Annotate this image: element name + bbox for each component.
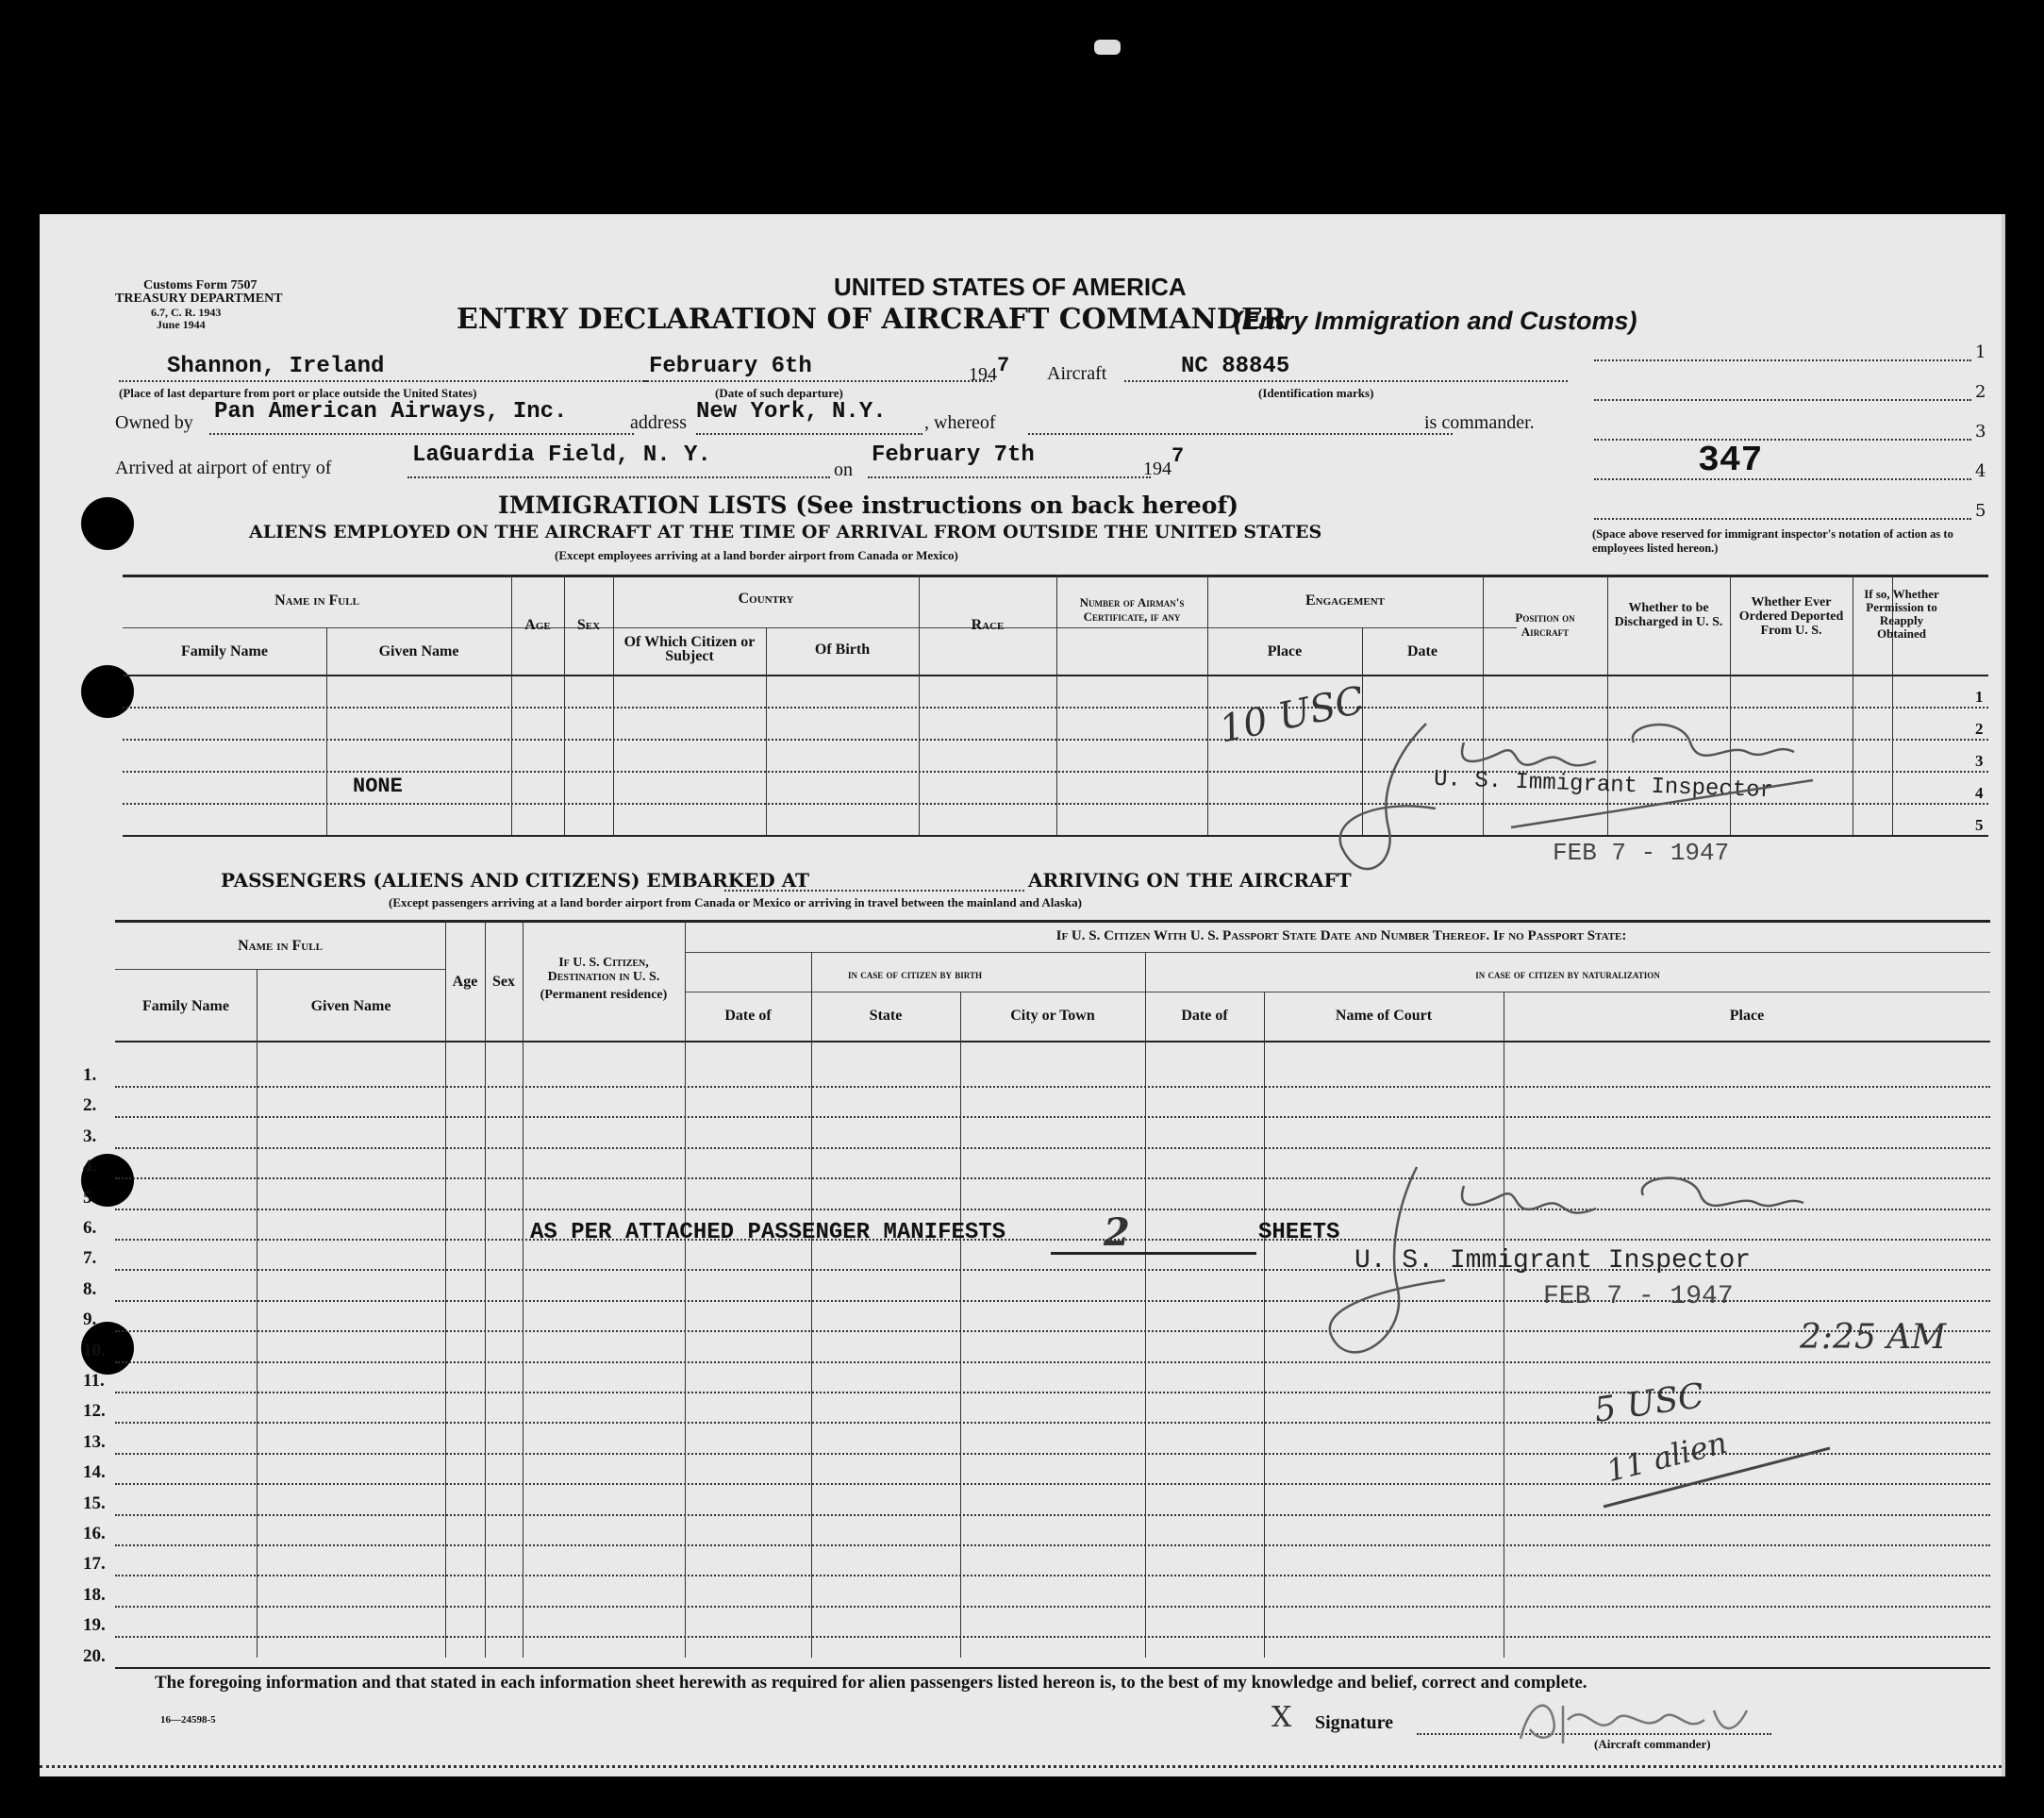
passenger-row-number: 16. bbox=[83, 1524, 106, 1543]
aircraft-caption: (Identification marks) bbox=[1258, 386, 1374, 400]
aliens-header-given: Given Name bbox=[378, 643, 459, 659]
on-label: on bbox=[834, 459, 853, 480]
bottom-perforation bbox=[40, 1765, 2002, 1768]
arrival-year-prefix: 194 bbox=[1143, 459, 1172, 479]
passenger-row-number: 1. bbox=[83, 1065, 97, 1085]
manifest-count-line bbox=[1051, 1252, 1256, 1255]
passengers-header-by-birth: in case of citizen by birth bbox=[848, 967, 982, 981]
departure-place-value: Shannon, Ireland bbox=[167, 354, 385, 379]
count-note-underline bbox=[1594, 1441, 1839, 1516]
passengers-title-right: ARRIVING ON THE AIRCRAFT bbox=[1028, 869, 1352, 892]
aliens-header-name: Name in Full bbox=[274, 592, 359, 609]
manifest-text: AS PER ATTACHED PASSENGER MANIFESTS bbox=[530, 1220, 1006, 1245]
inspector-line-number: 3 bbox=[1975, 422, 1986, 442]
passenger-row bbox=[115, 1422, 1990, 1424]
passengers-header-state: State bbox=[869, 1008, 903, 1024]
departure-date-caption: (Date of such departure) bbox=[715, 386, 843, 400]
declaration-text: The foregoing information and that stated in each information sheet herewith as required for alien passengers listed hereon is, to the best of my knowledge and belief, correct and complete. bbox=[155, 1673, 1587, 1693]
departure-date-value: February 6th bbox=[649, 354, 812, 379]
owned-by-label: Owned by bbox=[115, 412, 193, 433]
passengers-header-by-naturalization: in case of citizen by naturalization bbox=[1475, 967, 1660, 981]
passenger-row bbox=[115, 1636, 1990, 1638]
aliens-header-date: Date bbox=[1407, 643, 1437, 659]
passengers-header-court: Name of Court bbox=[1335, 1008, 1433, 1024]
passenger-row bbox=[115, 1392, 1990, 1393]
passenger-row-number: 5. bbox=[83, 1187, 97, 1208]
address-value: New York, N.Y. bbox=[696, 399, 887, 425]
departure-place-line bbox=[119, 380, 647, 382]
commander-line bbox=[1028, 433, 1453, 435]
scan-mark bbox=[1094, 40, 1121, 55]
aircraft-marks-value: NC 88845 bbox=[1181, 354, 1290, 379]
passengers-header-passport: If U. S. Citizen With U. S. Passport State Date and Number Thereof. If no Passport State: bbox=[1055, 928, 1627, 943]
count-note-2: 11 alien bbox=[1603, 1424, 1731, 1490]
count-note-1: 5 USC bbox=[1591, 1376, 1707, 1430]
signature-mark: X bbox=[1271, 1701, 1292, 1734]
arrival-date-line bbox=[868, 476, 1151, 478]
passengers-header-name: Name in Full bbox=[238, 938, 323, 954]
whereof-label: , whereof bbox=[924, 412, 996, 433]
aliens-row-number: 2 bbox=[1975, 720, 1984, 738]
punch-hole bbox=[81, 665, 134, 718]
aliens-stamp-date: FEB 7 - 1947 bbox=[1553, 839, 1730, 867]
form-date: June 1944 bbox=[157, 318, 206, 331]
signature-caption: (Aircraft commander) bbox=[1594, 1737, 1711, 1751]
punch-hole bbox=[81, 497, 134, 550]
passengers-header-place: Place bbox=[1729, 1008, 1765, 1024]
passenger-row-number: 12. bbox=[83, 1401, 106, 1422]
aliens-hand-note: 10 USC bbox=[1215, 678, 1369, 752]
aliens-header-age: Age bbox=[524, 617, 551, 633]
passenger-row-number: 20. bbox=[83, 1645, 106, 1666]
passengers-header-sex: Sex bbox=[492, 974, 515, 990]
aircraft-label: Aircraft bbox=[1047, 363, 1107, 384]
inspector-line-number: 1 bbox=[1975, 342, 1986, 362]
owner-line bbox=[209, 433, 634, 435]
passengers-stamp-date: FEB 7 - 1947 bbox=[1543, 1282, 1734, 1311]
aliens-header-family: Family Name bbox=[181, 643, 268, 659]
inspector-line-number: 2 bbox=[1975, 382, 1986, 402]
aliens-signature-scribble bbox=[1322, 686, 1851, 893]
departure-year bbox=[969, 354, 1010, 387]
arrival-date-value: February 7th bbox=[872, 442, 1035, 468]
inspector-line-number: 4 bbox=[1975, 461, 1986, 481]
aliens-header-birth: Of Birth bbox=[814, 642, 871, 658]
aircraft-line bbox=[1124, 380, 1568, 382]
passengers-header-given: Given Name bbox=[310, 998, 391, 1014]
address-label: address bbox=[630, 412, 687, 433]
arrival-airport-line bbox=[407, 476, 830, 478]
aliens-header-deported: Whether Ever Ordered Deported From U. S. bbox=[1738, 595, 1844, 638]
aliens-inspector-stamp: U. S. Immigrant Inspector bbox=[1433, 766, 1774, 805]
passengers-header-age: Age bbox=[452, 974, 478, 990]
aliens-header-permission: If so, Whether Permission to Reapply Obtained bbox=[1864, 587, 1939, 641]
form-number: Customs Form 7507 bbox=[143, 278, 258, 292]
passenger-row bbox=[115, 1116, 1990, 1118]
passengers-header-date-of: Date of bbox=[724, 1008, 772, 1024]
passenger-row bbox=[115, 1606, 1990, 1608]
passenger-row-number: 14. bbox=[83, 1462, 106, 1483]
passenger-row-number: 9. bbox=[83, 1309, 97, 1330]
passenger-row-number: 6. bbox=[83, 1218, 97, 1238]
passengers-header-date-of-2: Date of bbox=[1181, 1008, 1228, 1024]
aliens-row-number: 5 bbox=[1975, 816, 1984, 834]
manifest-unit: SHEETS bbox=[1258, 1220, 1340, 1245]
form-title-paren-text: (Entry Immigration and Customs) bbox=[1234, 307, 1637, 335]
passengers-header-destination-note: (Permanent residence) bbox=[540, 988, 668, 1002]
immigration-title: IMMIGRATION LISTS (See instructions on back hereof) bbox=[498, 492, 1239, 519]
passenger-row bbox=[115, 1544, 1990, 1546]
form-regulation: 6.7, C. R. 1943 bbox=[151, 306, 222, 319]
time-note: 2:25 AM bbox=[1800, 1318, 1947, 1357]
commander-signature bbox=[1511, 1692, 1756, 1748]
country-title: UNITED STATES OF AMERICA bbox=[834, 273, 1187, 301]
passenger-row-number: 4. bbox=[83, 1157, 97, 1177]
passenger-row-number: 8. bbox=[83, 1278, 97, 1299]
passenger-row-number: 13. bbox=[83, 1431, 106, 1452]
aliens-header-position: Position on Aircraft bbox=[1515, 610, 1575, 639]
aliens-row-number: 4 bbox=[1975, 784, 1984, 802]
passengers-header-family: Family Name bbox=[142, 998, 229, 1014]
passengers-embarked-line bbox=[724, 890, 1024, 892]
departure-year-digit: 7 bbox=[997, 354, 1010, 377]
departure-date-line bbox=[643, 380, 992, 382]
departure-place-caption: (Place of last departure from port or place outside the United States) bbox=[119, 386, 477, 400]
passengers-header-city: City or Town bbox=[1010, 1008, 1095, 1024]
passengers-title: PASSENGERS (ALIENS AND CITIZENS) EMBARKED AT bbox=[221, 869, 810, 892]
departure-year-prefix: 194 bbox=[969, 364, 997, 385]
passenger-row-number: 2. bbox=[83, 1095, 97, 1116]
passengers-signature-scribble bbox=[1304, 1148, 1832, 1384]
aliens-entry-none: NONE bbox=[353, 775, 403, 798]
immigration-subtitle: ALIENS EMPLOYED ON THE AIRCRAFT AT THE TIME OF ARRIVAL FROM OUTSIDE THE UNITED STATES bbox=[249, 522, 1322, 542]
form-title-main: ENTRY DECLARATION OF AIRCRAFT COMMANDER bbox=[457, 303, 1287, 336]
manifest-count: 2 bbox=[1104, 1210, 1130, 1255]
aliens-header-discharged: Whether to be Discharged in U. S. bbox=[1614, 601, 1723, 629]
passenger-row-number: 3. bbox=[83, 1126, 97, 1146]
aliens-header-country: Country bbox=[738, 591, 794, 607]
passenger-row-number: 10. bbox=[83, 1340, 106, 1360]
aliens-row-number: 1 bbox=[1975, 688, 1984, 706]
aliens-header-citizen: Of Which Citizen or Subject bbox=[623, 634, 756, 664]
form-department: TREASURY DEPARTMENT bbox=[115, 292, 283, 306]
passengers-header-destination: If U. S. Citizen, Destination in U. S. bbox=[547, 956, 660, 984]
passenger-row-number: 11. bbox=[83, 1371, 105, 1391]
arrival-year bbox=[1143, 444, 1185, 481]
signature-label: Signature bbox=[1315, 1712, 1393, 1733]
passengers-note: (Except passengers arriving at a land border airport from Canada or Mexico or arriving in travel between the mainland and Alaska) bbox=[389, 895, 1082, 909]
address-line bbox=[696, 433, 922, 435]
passenger-row-number: 15. bbox=[83, 1493, 106, 1513]
aliens-row-number: 3 bbox=[1975, 752, 1984, 770]
passenger-row-number: 18. bbox=[83, 1584, 106, 1605]
passengers-inspector-stamp: U. S. Immigrant Inspector bbox=[1354, 1246, 1752, 1276]
aliens-header-sex: Sex bbox=[576, 617, 601, 633]
owner-value: Pan American Airways, Inc. bbox=[214, 399, 568, 425]
arrival-airport-value: LaGuardia Field, N. Y. bbox=[412, 442, 711, 468]
commander-label: is commander. bbox=[1424, 412, 1535, 433]
arrived-label: Arrived at airport of entry of bbox=[115, 458, 332, 478]
footer-rule bbox=[115, 1667, 1990, 1669]
passenger-row-number: 7. bbox=[83, 1248, 97, 1269]
form-code: 16—24598-5 bbox=[160, 1714, 216, 1726]
form-title bbox=[457, 303, 1287, 336]
aliens-header-place: Place bbox=[1267, 643, 1303, 659]
arrival-year-digit: 7 bbox=[1172, 444, 1185, 468]
passenger-row-number: 19. bbox=[83, 1615, 106, 1636]
form-sheet bbox=[40, 214, 2005, 1776]
passenger-row-number: 17. bbox=[83, 1554, 106, 1575]
aliens-header-airman: Number of Airman's Certificate, if any bbox=[1079, 595, 1185, 624]
inspector-caption: (Space above reserved for immigrant inspector's notation of action as to employees listed hereon.) bbox=[1592, 527, 1953, 555]
immigration-note: (Except employees arriving at a land border airport from Canada or Mexico) bbox=[555, 548, 958, 562]
inspector-number: 347 bbox=[1698, 441, 1763, 481]
aliens-header-engagement: Engagement bbox=[1305, 592, 1385, 609]
aliens-header-race: Race bbox=[971, 617, 1005, 633]
inspector-line-number: 5 bbox=[1975, 501, 1986, 521]
passenger-row bbox=[115, 1086, 1990, 1088]
passenger-row bbox=[115, 1575, 1990, 1576]
